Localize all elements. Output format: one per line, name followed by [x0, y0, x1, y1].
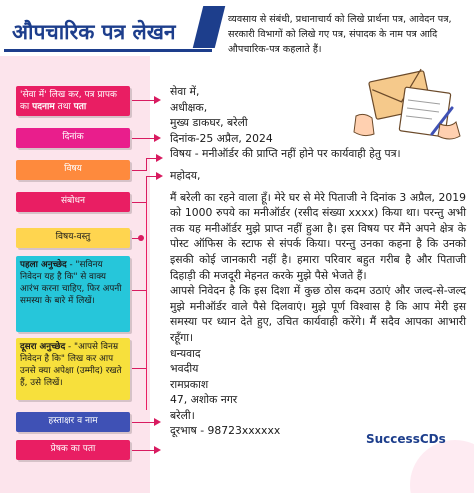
letter-designation: अधीक्षक,: [170, 100, 208, 114]
letter-sender-name: रामप्रकाश: [170, 377, 209, 391]
letter-office: मुख्य डाकघर, बरेली: [170, 116, 248, 130]
connector-content-dot: [138, 235, 144, 241]
connector-salutation-v: [146, 176, 147, 203]
arrow-date-icon: [154, 134, 161, 142]
letter-yours: भवदीय: [170, 362, 199, 376]
arrow-address-icon: [154, 96, 161, 104]
label-content: विषय-वस्तु: [16, 228, 130, 248]
letter-sender-address-1: 47, अशोक नगर: [170, 393, 238, 407]
connector-para2: [132, 368, 146, 369]
label-second-paragraph: [16, 338, 130, 400]
letter-sender-address-2: बरेली।: [170, 408, 195, 422]
label-address-join: तथा: [54, 102, 74, 112]
label-address-designation: पदनाम: [32, 102, 55, 112]
label-subject: विषय: [16, 160, 130, 180]
letter-closing: धन्यवाद: [170, 346, 201, 360]
label-signature: हस्ताक्षर व नाम: [16, 412, 130, 432]
page-title: औपचारिक पत्र लेखन: [12, 20, 176, 44]
title-box: [4, 10, 212, 52]
connector-subject-v: [146, 158, 147, 171]
letter-salutation: महोदय,: [170, 168, 201, 182]
label-address-text: 'सेवा में' लिख कर, पत्र प्रापक का: [20, 90, 117, 112]
brand-logo: SuccessCDs: [366, 432, 446, 446]
letter-sender-phone: दूरभाष - 98723xxxxxx: [170, 424, 281, 438]
label-para2-heading: दूसरा अनुच्छेद: [20, 342, 66, 352]
label-sender-address: प्रेषक का पता: [16, 440, 130, 460]
label-para1-heading: पहला अनुच्छेद: [20, 260, 67, 270]
arrow-sender-icon: [154, 446, 161, 454]
connector-salutation: [132, 202, 146, 203]
header: [0, 0, 474, 56]
label-para2-text: - "आपसे विनम्र निवेदन है कि" लिख कर आप उनसे क्या अपेक्षा (उम्मीद) रखते हैं, उसे लिखें।: [20, 342, 122, 388]
label-date: दिनांक: [16, 128, 130, 148]
letter-body: [170, 84, 466, 439]
label-first-paragraph: [16, 256, 130, 332]
arrow-salutation-icon: [156, 172, 163, 180]
label-salutation: संबोधन: [16, 192, 130, 212]
letter-date: दिनांक-25 अप्रैल, 2024: [170, 131, 273, 145]
arrow-signature-icon: [154, 418, 161, 426]
arrow-subject-icon: [156, 154, 163, 162]
letter-subject: विषय - मनीऑर्डर की प्राप्ति नहीं होने पर कार्यवाही हेतु पत्र।: [170, 147, 401, 161]
intro-text: व्यवसाय से संबंधी, प्रधानाचार्य को लिखे प्रार्थना पत्र, आवेदन पत्र, सरकारी विभागों को लिखे गए पत्र, संपादक के नाम पत्र आदि औपचारिक-पत्र कहलाते हैं।: [228, 14, 452, 55]
label-para1-text: - "सविनय निवेदन यह है कि" से वाक्य आरंभ करना चाहिए, फिर अपनी समस्या के बारे में लिखें।: [20, 260, 122, 306]
connector-signature: [132, 422, 156, 423]
letter-to: सेवा में,: [170, 85, 200, 98]
letter-paragraph-2: आपसे निवेदन है कि इस दिशा में कुछ ठोस कदम उठाएं और जल्द-से-जल्द मुझे मनीऑर्डर वाले पैसे दिलवाएं। मुझे पूर्ण विश्वास है कि आप मेरी इस समस्या पर ध्यान देते हुए, उचित कार्यवाही करेंगे। मैं सदैव आपका आभारी रहूँगा।: [170, 284, 466, 344]
letter-paragraph-1: मैं बरेली का रहने वाला हूँ। मेरे घर से मेरे पिताजी ने दिनांक 3 अप्रैल, 2019 को 1000 रुपये का मनीऑर्डर (रसीद संख्या xxxx) किया था। परन्तु अभी तक यह मनीऑर्डर मुझे प्राप्त नहीं हुआ है। इस विषय पर मैंने अपने क्षेत्र के पोस्ट ऑफिस के स्टाफ से संपर्क किया। परन्तु उनका कहना है कि उनको इसकी कोई जानकारी नहीं है। हमारा परिवार बहुत गरीब है और पिताजी दिहाड़ी की मजदूरी मेहनत करके मुझे पैसे भेजते हैं।: [170, 190, 466, 282]
label-address-place: पता: [73, 102, 87, 112]
connector-sender: [132, 450, 156, 451]
connector-para1: [132, 290, 146, 291]
connector-address: [132, 100, 156, 101]
label-address: [16, 86, 130, 116]
connector-subject: [132, 170, 146, 171]
content-bracket: [146, 200, 147, 410]
connector-date: [132, 138, 156, 139]
